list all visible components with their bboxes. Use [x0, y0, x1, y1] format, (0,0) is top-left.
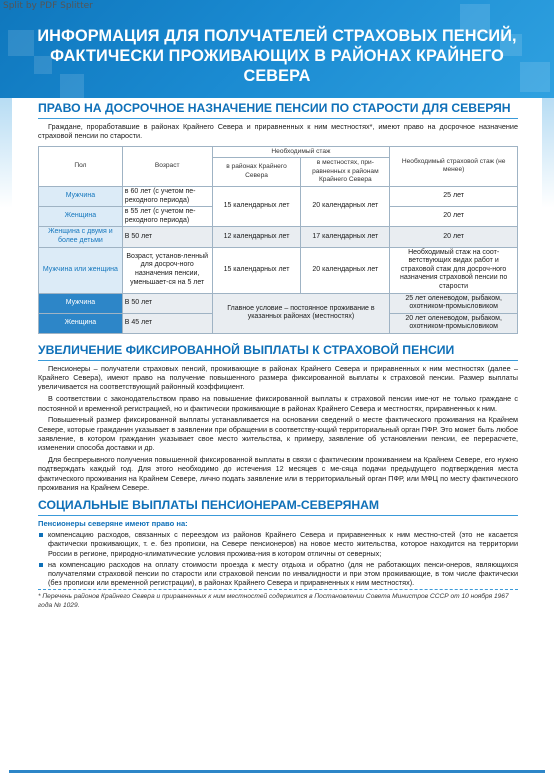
table-row [39, 293, 518, 313]
table-row [39, 186, 518, 206]
page-content [38, 101, 518, 611]
page-title [30, 26, 524, 86]
pension-conditions-table [38, 146, 518, 334]
cell-ks: 12 календарных лет [212, 227, 301, 247]
section-early-pension [38, 101, 518, 119]
left-decoration [0, 98, 12, 208]
cell-strah: 25 лет [390, 186, 518, 206]
cell-prir: 20 календарных лет [301, 247, 390, 293]
cell-age: В 45 лет [122, 313, 212, 333]
cell-strah: 20 лет оленеводом, рыбаком, охотником-промысловиком [390, 313, 518, 333]
col-header-ks: в районах Крайнего Севера [212, 158, 301, 187]
col-header-strah: Необходимый страховой стаж (не менее) [390, 146, 518, 186]
cell-sex: Мужчина [39, 293, 123, 313]
cell-sex: Мужчина или женщина [39, 247, 123, 293]
fixed-payment-paragraph: Повышенный размер фиксированной выплаты устанавливается на основании сведений о месте фактического проживания на Крайнем Севере, которые гражданин указывает в заявлении при обращении в соответству-ющий территориальный орган ПФР. Это может быть любое заявление, в котором гражданин указывает свое место жительства, к примеру, заявление об установлении пенсии, ее перерасчете, изменении способа доставки и др. [38, 415, 518, 453]
fixed-payment-paragraph: В соответствии с законодательством право на повышение фиксированной выплаты к страховой пенсии име-ют не только граждане с постоянной и временной регистрацией, но и фактически проживающие в районах Крайнего Севера и местностях, приравненных к ним. [38, 394, 518, 413]
cell-sex: Женщина с двумя и более детьми [39, 227, 123, 247]
bottom-bar [9, 770, 545, 773]
section-title-early-pension: ПРАВО НА ДОСРОЧНОЕ НАЗНАЧЕНИЕ ПЕНСИИ ПО СТАРОСТИ ДЛЯ СЕВЕРЯН [38, 101, 511, 115]
fixed-payment-paragraph: Для беспрерывного получения повышенной фиксированной выплаты в связи с фактическим проживанием на Крайнем Севере, его нужно подтверждать каждый год. Для этого необходимо до истечения 12 месяцев с ме-сяца подачи предыдущего подтверждения места фактического проживания на Крайнем Севере, лично подать заявление или в территориальный орган ПФР, или МФЦ по месту фактического проживания на Крайнем Севере. [38, 455, 518, 492]
title-line-1: ИНФОРМАЦИЯ ДЛЯ ПОЛУЧАТЕЛЕЙ СТРАХОВЫХ ПЕНСИЙ, [37, 27, 517, 45]
cell-prir: 20 календарных лет [301, 186, 390, 226]
cell-ks: 15 календарных лет [212, 186, 301, 226]
section-fixed-payment [38, 343, 518, 361]
cell-strah: 20 лет [390, 207, 518, 227]
col-header-sex: Пол [39, 146, 123, 186]
cell-strah: Необходимый стаж на соот-ветствующих видах работ и страховой стаж для досроч-ного назначения страховой пенсии по старости [390, 247, 518, 293]
cell-ks: 15 календарных лет [212, 247, 301, 293]
cell-sex: Женщина [39, 313, 123, 333]
cell-age: В 50 лет [122, 293, 212, 313]
section-title-fixed-payment: УВЕЛИЧЕНИЕ ФИКСИРОВАННОЙ ВЫПЛАТЫ К СТРАХОВОЙ ПЕНСИИ [38, 342, 455, 357]
early-pension-intro: Граждане, проработавшие в районах Крайнего Севера и приравненных к ним местностях*, имеют право на досрочное назначение страховой пенсии по старости. [38, 122, 518, 141]
title-line-2: ФАКТИЧЕСКИ ПРОЖИВАЮЩИХ В РАЙОНАХ КРАЙНЕГО СЕВЕРА [50, 47, 504, 85]
social-payments-list [38, 530, 518, 587]
cell-strah: 25 лет оленеводом, рыбаком, охотником-промысловиком [390, 293, 518, 313]
cell-sex: Мужчина [39, 186, 123, 206]
col-header-age: Возраст [122, 146, 212, 186]
cell-sex: Женщина [39, 207, 123, 227]
col-header-prir: в местностях, при-равненных к районам Крайнего Севера [301, 158, 390, 187]
social-payments-subtitle: Пенсионеры северяне имеют право на: [38, 519, 188, 529]
cell-age: в 55 лет (с учетом пе-реходного периода) [122, 207, 212, 227]
cell-strah: 20 лет [390, 227, 518, 247]
cell-age: в 60 лет (с учетом пе-реходного периода) [122, 186, 212, 206]
table-row [39, 227, 518, 247]
cell-prir: 17 календарных лет [301, 227, 390, 247]
cell-age: Возраст, установ-ленный для досроч-ного назначения пенсии, уменьшает-ся на 5 лет [122, 247, 212, 293]
table-row [39, 247, 518, 293]
fixed-payment-paragraph: Пенсионеры – получатели страховых пенсий, проживающие в районах Крайнего Севера и приравненных к ним местностях (далее – Крайнего Севера), имеют право на получение повышенного размера фиксированной выплаты к страховой пенсии. Размер выплаты увеличивается на соответствующий районный коэффициент. [38, 363, 518, 392]
section-title-social-payments: СОЦИАЛЬНЫЕ ВЫПЛАТЫ ПЕНСИОНЕРАМ-СЕВЕРЯНАМ [38, 498, 380, 513]
footnote: * Перечень районов Крайнего Севера и приравненных к ним местностей содержится в Постановлении Совета Министров СССР от 10 ноября 1967 года № 1029. [38, 589, 518, 610]
cell-condition: Главное условие – постоянное проживание в указанных районах (местностях) [212, 293, 390, 333]
section-social-payments [38, 498, 518, 516]
list-item: на компенсацию расходов на оплату стоимости проезда к месту отдыха и обратно (для не работающих пенси-онеров, являющихся получателями страховой пенсии по старости или страховой пенсии по инвалидности и при этом проживающие, в том числе фактически (без прописки или временной регистрации), в районах Крайнего Севера и приравненных к ним местностях). [38, 560, 518, 588]
watermark: Split by PDF Splitter [3, 1, 93, 11]
list-item: компенсацию расходов, связанных с переездом из районов Крайнего Севера и приравненных к ним местно-стей (это не касается фактически проживающих, т. е. без прописки, на Севере пенсионеров) на новое место жительства, которое находится на территории России в регионе, природно-климатические условия прожива-ния в котором отличны от северных; [38, 530, 518, 558]
cell-age: В 50 лет [122, 227, 212, 247]
col-header-stazh: Необходимый стаж [212, 146, 390, 158]
right-decoration [542, 98, 554, 208]
header-banner [0, 0, 554, 98]
